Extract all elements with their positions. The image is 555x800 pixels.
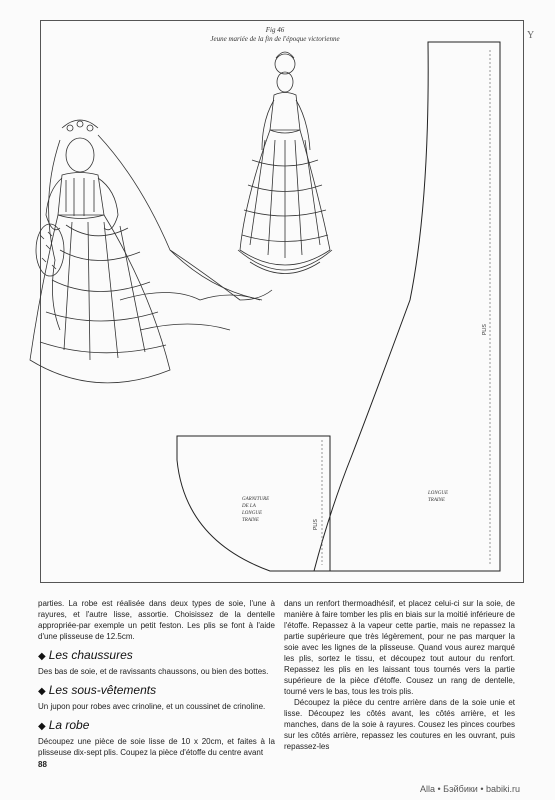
heading-underwear: ◆ Les sous-vêtements	[38, 683, 157, 697]
diamond-bullet-icon: ◆	[38, 721, 46, 732]
figure-caption-text: Jeune mariée de la fin de l'époque victorienne	[210, 35, 340, 43]
page-number: 88	[38, 760, 47, 769]
shoes-paragraph: Des bas de soie, et de ravissants chaussons, ou bien des bottes.	[38, 667, 269, 676]
watermark: Alla • Бэйбики • babiki.ru	[420, 784, 521, 794]
dress-paragraph: Découpez une pièce de soie lisse de 10 x 20cm, et faites à la plisseuse dix-sept plis. Coupez la pièce d'étoffe du centre avant	[38, 737, 275, 757]
heading-dress: ◆ La robe	[38, 718, 90, 732]
right-paragraph-1: dans un renfort thermoadhésif, et placez celui-ci sur la soie, de manière à faire tomber les plis en biais sur la moitié inférieure de l'étoffe. Repassez à la vapeur cette partie, mais ne repassez la partie supérieure que très légèrement, pour ne pas marquer la soie avec les lignes de la plisseuse. Quand vous aurez marqué les plis, sortez le tissu, et découpez tout autour du renfort. Repassez les plis en les laissant tous tournés vers la partie supérieure de la pièce d'étoffe. Cousez un rang de dentelle, tourné vers le bas, tous les trois plis.	[284, 599, 515, 696]
right-paragraph-2: Découpez la pièce du centre arrière dans de la soie unie et lisse. Découpez les côtés avant, les côtés arrière, et les manches, dans de la soie à rayures. Cousez les pinces courbes sur les côtés arrière, repassez les coutures en les ouvrant, puis repassez-les	[284, 698, 515, 751]
right-text-column	[284, 598, 515, 752]
corner-mark: Y	[527, 30, 535, 41]
intro-paragraph: parties. La robe est réalisée dans deux types de soie, l'une à rayures, et l'autre lisse, assortie. Choisissez de la dentelle appropriée-par exemple un petit feston. Les plis se font à l'aide d'une plisseuse de 12.5cm.	[38, 599, 275, 641]
figure-number: Fig 46	[265, 26, 285, 34]
diamond-bullet-icon: ◆	[38, 686, 46, 697]
standing-bride-illustration	[238, 52, 332, 274]
longue-traine-plis-label: PLIS	[482, 324, 488, 335]
heading-shoes: ◆ Les chaussures	[38, 648, 133, 662]
diamond-bullet-icon: ◆	[38, 651, 46, 662]
left-text-column	[38, 598, 275, 758]
longue-traine-pattern	[314, 42, 500, 571]
garniture-label: GARNITURE DE LA LONGUE TRAINE	[242, 497, 270, 523]
longue-traine-label: LONGUE TRAINE	[428, 491, 449, 503]
seated-bride-illustration	[30, 120, 272, 383]
underwear-paragraph: Un jupon pour robes avec crinoline, et un coussinet de crinoline.	[38, 702, 266, 711]
garniture-plis-label: PLIS	[313, 519, 319, 530]
